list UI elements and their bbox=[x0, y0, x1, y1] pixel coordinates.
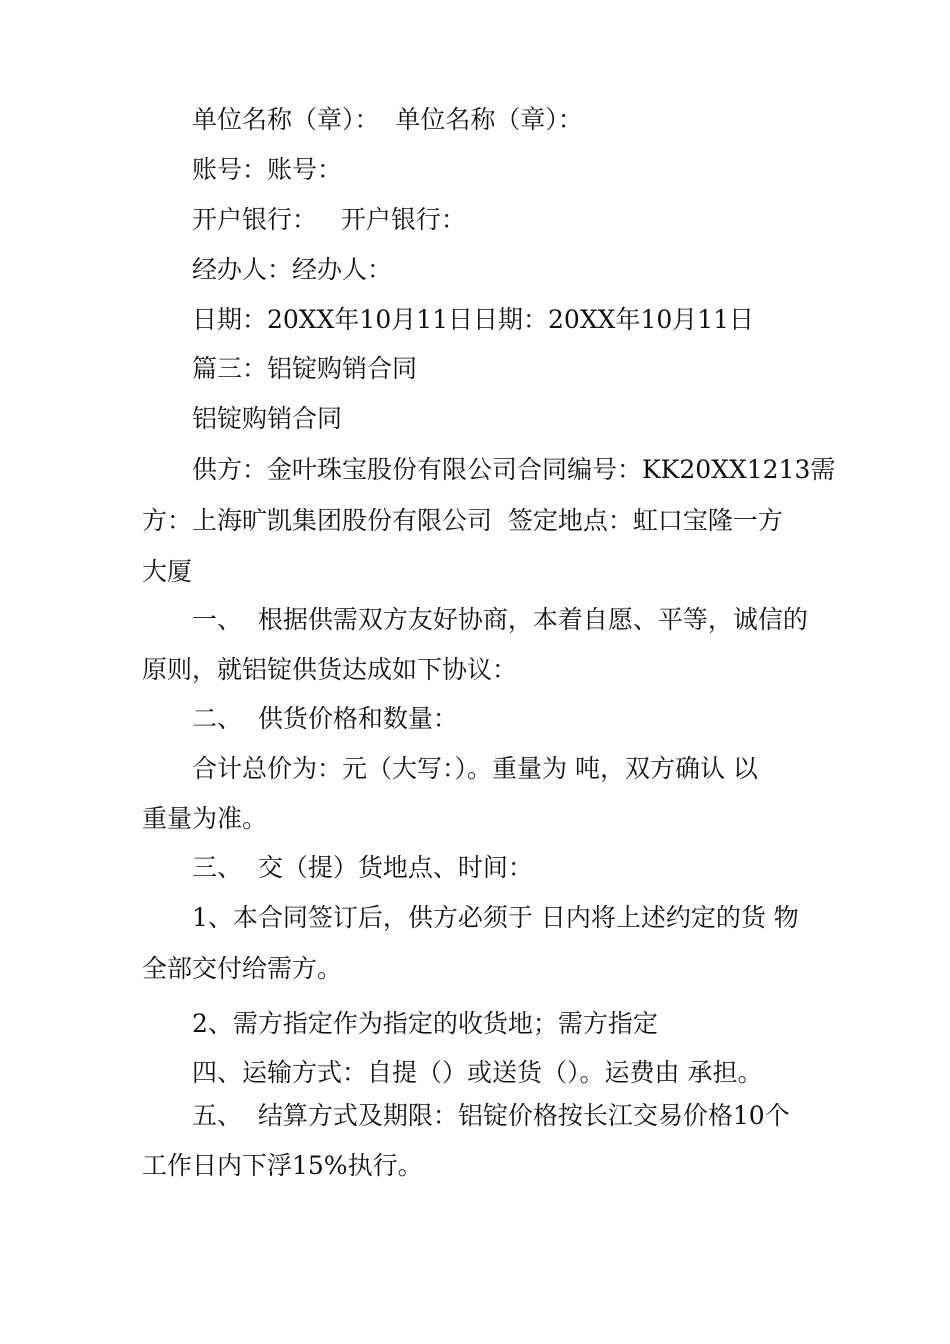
section-heading: 篇三：铝锭购销合同 bbox=[192, 354, 418, 383]
clause-5-line-1: 五、 结算方式及期限：铝锭价格按长江交易价格10个 bbox=[192, 1101, 790, 1130]
clause-1-line-2: 原则，就铝锭供货达成如下协议： bbox=[142, 655, 518, 684]
clause-2-line-1: 合计总价为：元（大写：）。重量为 吨，双方确认 以 bbox=[192, 754, 758, 783]
contract-title: 铝锭购销合同 bbox=[192, 404, 343, 433]
signature-bank-line: 开户银行： 开户银行： bbox=[192, 205, 466, 234]
clause-3-item-2: 2、需方指定作为指定的收货地；需方指定 bbox=[192, 1009, 658, 1038]
parties-paragraph-line-1: 供方：金叶珠宝股份有限公司合同编号：KK20XX1213需 bbox=[192, 455, 836, 484]
clause-4: 四、运输方式：自提（）或送货（）。运费由 承担。 bbox=[192, 1058, 763, 1087]
signature-account-line: 账号：账号： bbox=[192, 155, 343, 184]
signature-date-line: 日期：20XX年10月11日日期：20XX年10月11日 bbox=[192, 305, 755, 334]
clause-3-heading: 三、 交（提）货地点、时间： bbox=[192, 853, 533, 882]
clause-5-line-2: 工作日内下浮15%执行。 bbox=[142, 1151, 423, 1180]
clause-3-item-1-line-1: 1、本合同签订后，供方必须于 日内将上述约定的货 物 bbox=[192, 903, 799, 932]
clause-2-heading: 二、 供货价格和数量： bbox=[192, 704, 458, 733]
clause-1-line-1: 一、 根据供需双方友好协商，本着自愿、平等，诚信的 bbox=[192, 605, 808, 634]
clause-3-item-1-line-2: 全部交付给需方。 bbox=[142, 954, 343, 983]
signature-unit-name-line: 单位名称（章）： 单位名称（章）： bbox=[192, 105, 583, 134]
clause-2-line-2: 重量为准。 bbox=[142, 804, 268, 833]
parties-paragraph-line-3: 大厦 bbox=[142, 557, 193, 586]
parties-paragraph-line-2: 方：上海旷凯集团股份有限公司 签定地点：虹口宝隆一方 bbox=[142, 506, 783, 535]
signature-agent-line: 经办人：经办人： bbox=[192, 255, 393, 284]
